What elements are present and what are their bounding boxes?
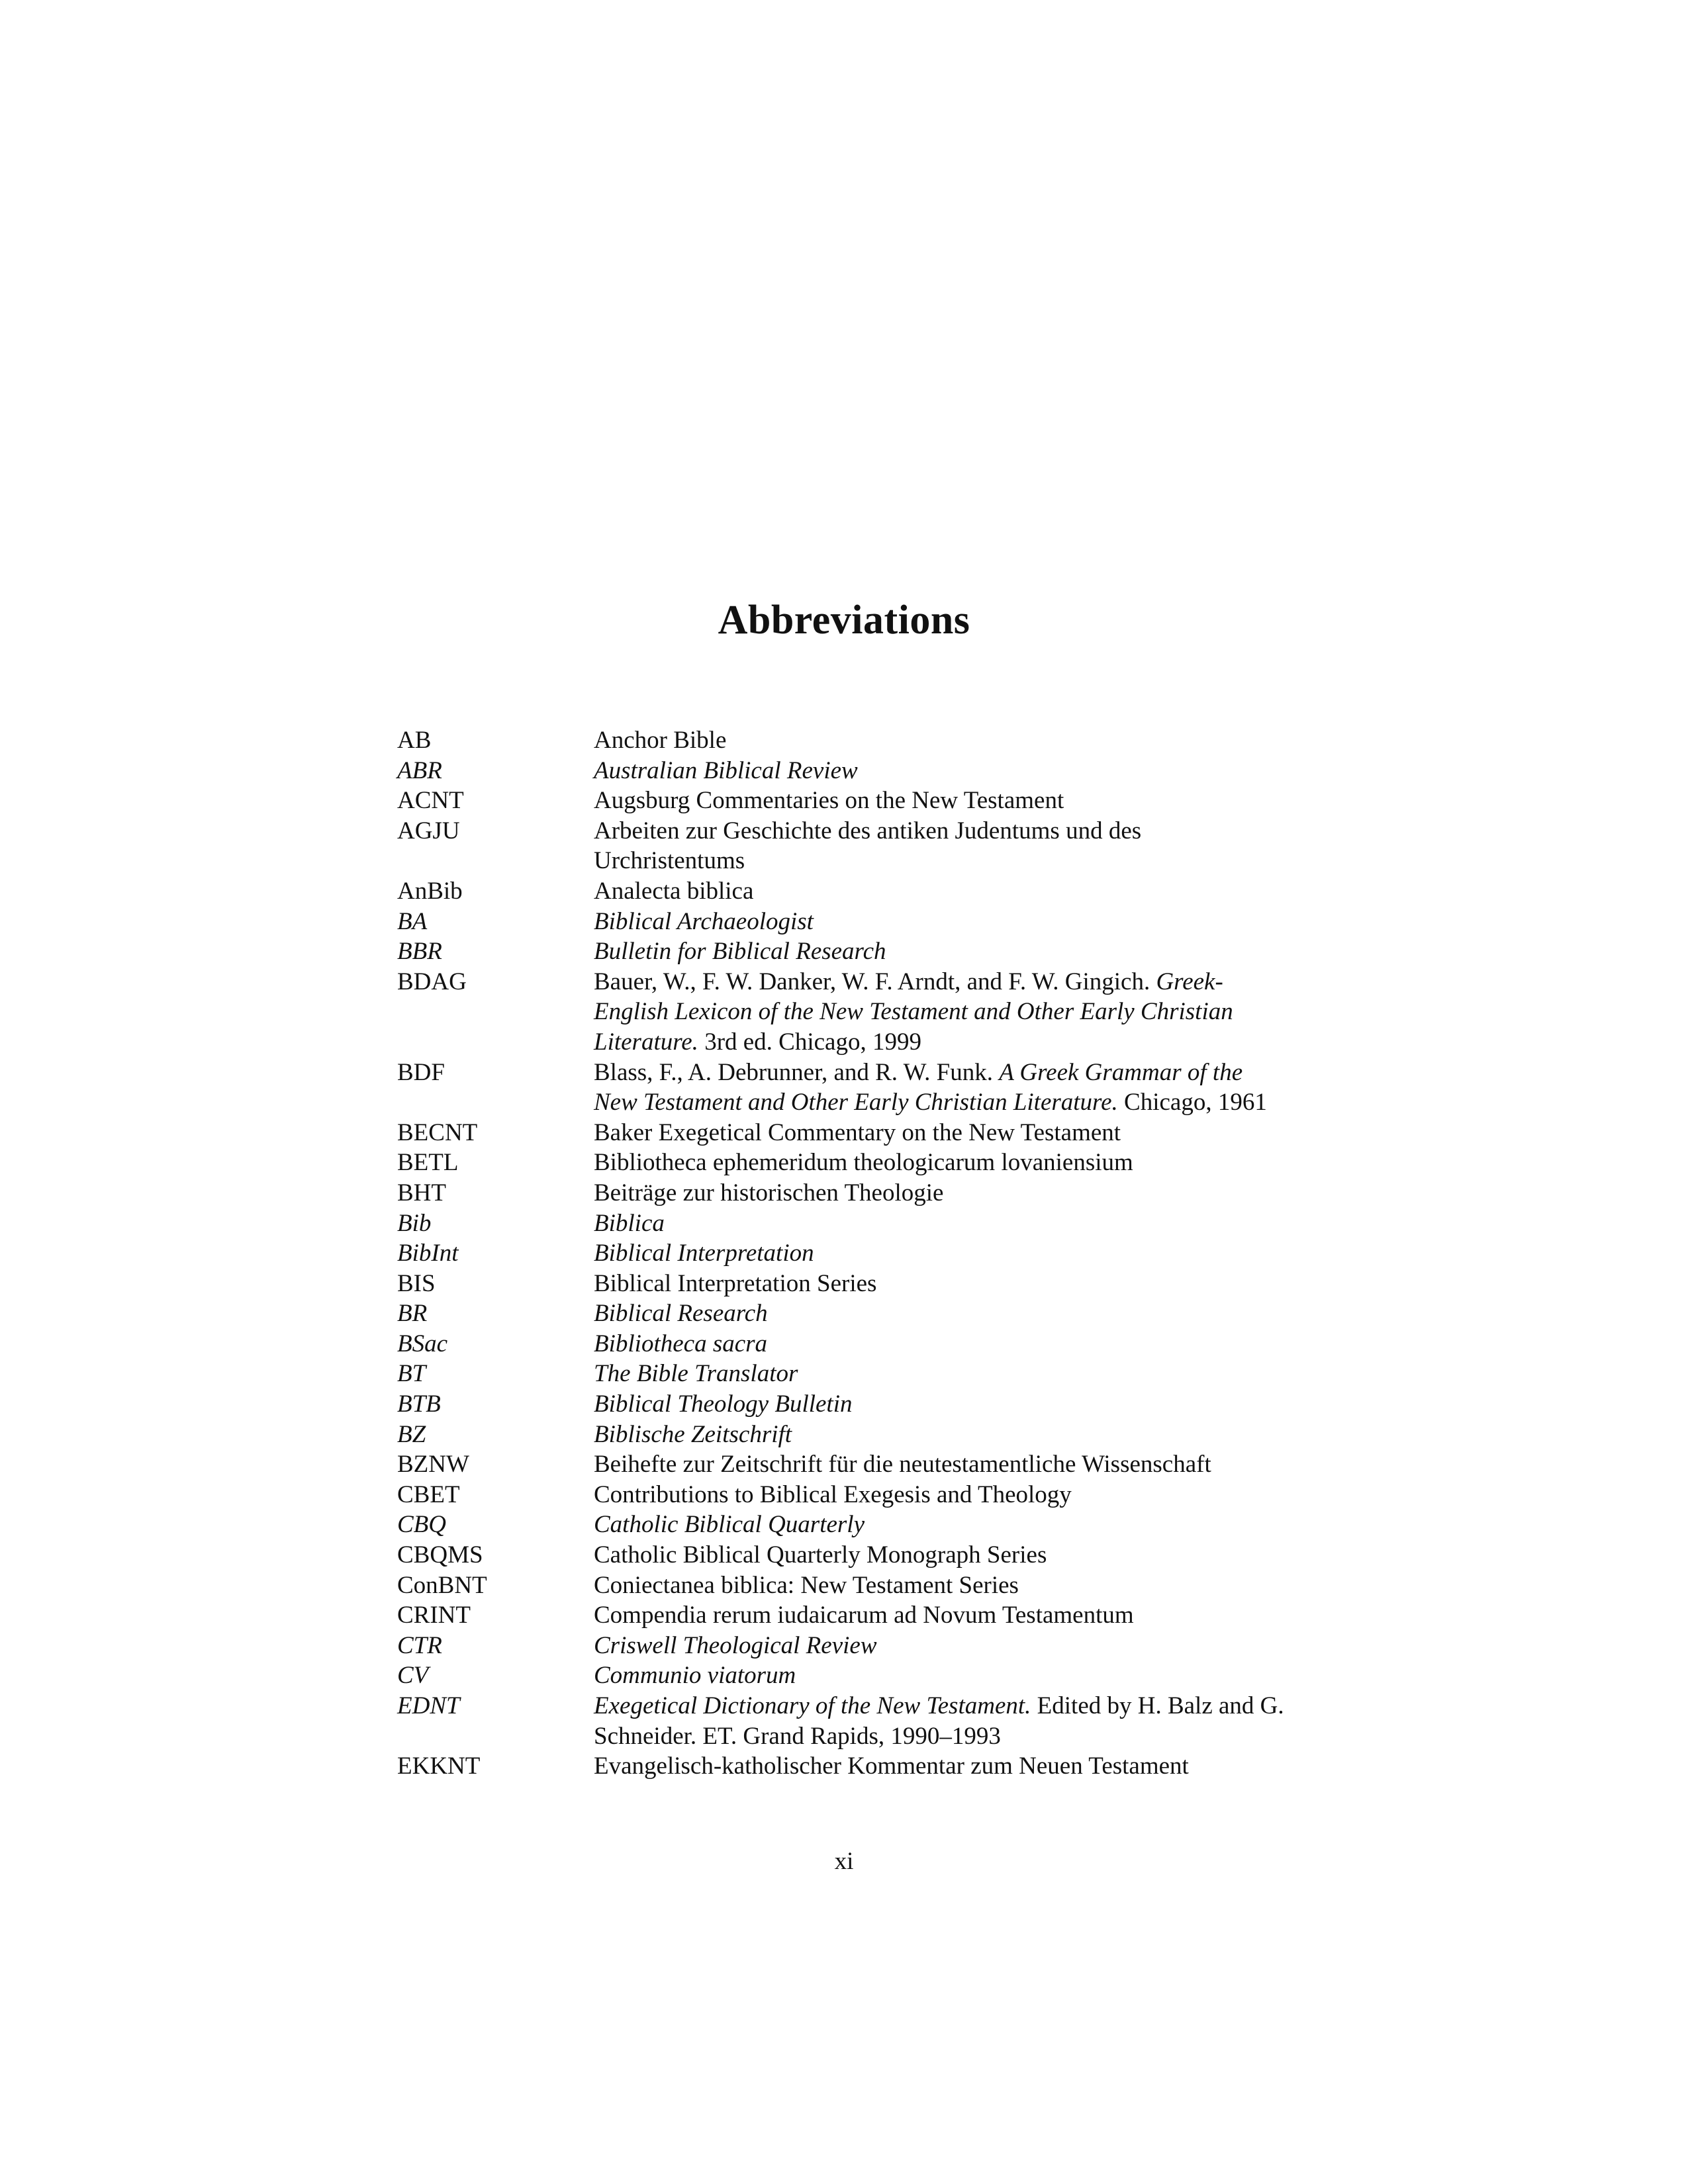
abbreviation-expansion	[594, 725, 1284, 756]
expansion-text: Biblical Archaeologist	[594, 907, 814, 935]
abbreviation-expansion	[594, 1359, 1284, 1389]
abbreviation-entry	[397, 1691, 1284, 1751]
abbreviation-term: BETL	[397, 1149, 459, 1177]
expansion-text: Criswell Theological Review	[594, 1631, 877, 1659]
abbreviation-entry	[397, 756, 1284, 786]
abbreviation-expansion	[594, 1148, 1284, 1178]
abbreviation-entry	[397, 1510, 1284, 1540]
abbreviation-entry	[397, 1238, 1284, 1269]
abbreviation-entry	[397, 1631, 1284, 1661]
abbreviation-term: ConBNT	[397, 1571, 487, 1599]
expansion-text: Contributions to Biblical Exegesis and Theology	[594, 1480, 1072, 1508]
abbreviation-term: BA	[397, 907, 428, 935]
abbreviation-expansion	[594, 1480, 1284, 1510]
abbreviation-term: CTR	[397, 1631, 442, 1659]
abbreviation-expansion	[594, 1449, 1284, 1480]
abbreviation-entry	[397, 1118, 1284, 1148]
expansion-text: Evangelisch-katholischer Kommentar zum Neuen Testament	[594, 1752, 1189, 1780]
abbreviation-entry	[397, 1359, 1284, 1389]
abbreviation-entry	[397, 1600, 1284, 1631]
abbreviation-term: EDNT	[397, 1692, 460, 1719]
abbreviation-term: ACNT	[397, 787, 464, 815]
abbreviation-entry	[397, 1298, 1284, 1329]
abbreviation-term: ABR	[397, 756, 442, 784]
expansion-text: Beiträge zur historischen Theologie	[594, 1179, 944, 1206]
abbreviation-expansion	[594, 1661, 1284, 1691]
abbreviation-expansion	[594, 1178, 1284, 1208]
expansion-text: Exegetical Dictionary of the New Testament.	[594, 1692, 1031, 1719]
abbreviation-entry	[397, 1269, 1284, 1299]
expansion-text: Bibliotheca sacra	[594, 1330, 768, 1357]
abbreviation-term: BIS	[397, 1269, 436, 1297]
expansion-text: A Greek Grammar of the New Testament and Other Early Christian Literature.	[594, 1058, 1243, 1116]
expansion-text: Arbeiten zur Geschichte des antiken Judentums und des Urchristentums	[594, 817, 1142, 875]
abbreviation-term: BT	[397, 1360, 426, 1388]
abbreviation-term: CV	[397, 1662, 429, 1690]
abbreviation-term: BTB	[397, 1390, 441, 1418]
expansion-text: Catholic Biblical Quarterly	[594, 1511, 865, 1539]
expansion-text: Biblical Theology Bulletin	[594, 1390, 853, 1418]
abbreviation-entry	[397, 1329, 1284, 1359]
abbreviation-entry	[397, 1480, 1284, 1510]
expansion-text: Anchor Bible	[594, 727, 727, 754]
abbreviation-expansion	[594, 1631, 1284, 1661]
abbreviation-expansion	[594, 1600, 1284, 1631]
abbreviation-entry	[397, 1420, 1284, 1450]
abbreviation-entry	[397, 816, 1284, 876]
abbreviation-term: CRINT	[397, 1602, 471, 1629]
expansion-text: Catholic Biblical Quarterly Monograph Series	[594, 1541, 1047, 1569]
abbreviation-entry	[397, 1540, 1284, 1570]
abbreviation-expansion	[594, 907, 1284, 937]
abbreviation-expansion	[594, 876, 1284, 907]
abbreviation-entry	[397, 1208, 1284, 1239]
abbreviation-expansion	[594, 1420, 1284, 1450]
expansion-text: Greek-English Lexicon of the New Testament and Other Early Christian Literature.	[594, 968, 1233, 1056]
abbreviation-term: BBR	[397, 938, 442, 966]
abbreviation-expansion	[594, 1751, 1284, 1782]
expansion-text: Biblica	[594, 1209, 665, 1237]
abbreviation-term: CBQMS	[397, 1541, 483, 1569]
abbreviation-term: AB	[397, 727, 432, 754]
expansion-text: Bauer, W., F. W. Danker, W. F. Arndt, and F. W. Gingich.	[594, 968, 1156, 995]
expansion-text: Baker Exegetical Commentary on the New Testament	[594, 1118, 1121, 1146]
expansion-text: Blass, F., A. Debrunner, and R. W. Funk.	[594, 1058, 1000, 1086]
abbreviation-term: BDF	[397, 1058, 445, 1086]
abbreviation-expansion	[594, 1208, 1284, 1239]
expansion-text: The Bible Translator	[594, 1360, 798, 1388]
abbreviation-expansion	[594, 936, 1284, 967]
abbreviation-entry	[397, 1449, 1284, 1480]
abbreviation-entry	[397, 1751, 1284, 1782]
abbreviation-term: BZ	[397, 1420, 426, 1448]
expansion-text: Chicago, 1961	[1117, 1089, 1267, 1116]
abbreviation-expansion	[594, 1118, 1284, 1148]
abbreviation-entry	[397, 725, 1284, 756]
expansion-text: Biblical Interpretation Series	[594, 1269, 877, 1297]
abbreviation-expansion	[594, 1269, 1284, 1299]
abbreviation-expansion	[594, 1329, 1284, 1359]
abbreviation-entry	[397, 967, 1284, 1058]
abbreviation-expansion	[594, 1298, 1284, 1329]
abbreviation-term: CBET	[397, 1480, 460, 1508]
page-number: xi	[834, 1848, 854, 1875]
abbreviation-entry	[397, 786, 1284, 816]
abbreviation-entry	[397, 907, 1284, 937]
abbreviation-expansion	[594, 1570, 1284, 1601]
abbreviation-expansion	[594, 1510, 1284, 1540]
abbreviation-expansion	[594, 1058, 1284, 1118]
expansion-text: Bibliotheca ephemeridum theologicarum lovaniensium	[594, 1149, 1133, 1177]
expansion-text: Biblische Zeitschrift	[594, 1420, 792, 1448]
expansion-text: Augsburg Commentaries on the New Testament	[594, 787, 1064, 815]
abbreviation-expansion	[594, 1691, 1284, 1751]
abbreviation-entry	[397, 1570, 1284, 1601]
abbreviation-entry	[397, 1178, 1284, 1208]
abbreviation-expansion	[594, 756, 1284, 786]
expansion-text: Edited by H. Balz and G. Schneider. ET. Grand Rapids, 1990–1993	[594, 1692, 1284, 1750]
abbreviation-term: BZNW	[397, 1451, 469, 1479]
abbreviation-expansion	[594, 1540, 1284, 1570]
page-title: Abbreviations	[718, 597, 970, 643]
abbreviation-term: BibInt	[397, 1240, 459, 1267]
expansion-text: Analecta biblica	[594, 877, 754, 905]
abbreviation-term: BHT	[397, 1179, 446, 1206]
expansion-text: Bulletin for Biblical Research	[594, 938, 886, 966]
abbreviation-term: BSac	[397, 1330, 448, 1357]
abbreviation-expansion	[594, 1238, 1284, 1269]
expansion-text: Beihefte zur Zeitschrift für die neutestamentliche Wissenschaft	[594, 1451, 1211, 1479]
abbreviation-entry	[397, 1389, 1284, 1420]
abbreviation-entry	[397, 1661, 1284, 1691]
expansion-text: Coniectanea biblica: New Testament Series	[594, 1571, 1019, 1599]
abbreviation-expansion	[594, 967, 1284, 1058]
abbreviation-entry	[397, 1058, 1284, 1118]
abbreviation-term: Bib	[397, 1209, 432, 1237]
abbreviation-expansion	[594, 1389, 1284, 1420]
abbreviation-term: AnBib	[397, 877, 463, 905]
abbreviation-term: BECNT	[397, 1118, 478, 1146]
abbreviation-term: EKKNT	[397, 1752, 481, 1780]
expansion-text: Communio viatorum	[594, 1662, 796, 1690]
abbreviation-entry	[397, 936, 1284, 967]
abbreviations-list	[397, 725, 1284, 1782]
abbreviation-term: CBQ	[397, 1511, 446, 1539]
expansion-text: 3rd ed. Chicago, 1999	[698, 1028, 921, 1056]
expansion-text: Biblical Research	[594, 1300, 768, 1328]
abbreviation-term: BR	[397, 1300, 428, 1328]
expansion-text: Compendia rerum iudaicarum ad Novum Testamentum	[594, 1602, 1134, 1629]
abbreviation-expansion	[594, 786, 1284, 816]
expansion-text: Australian Biblical Review	[594, 756, 858, 784]
abbreviation-entry	[397, 1148, 1284, 1178]
abbreviation-entry	[397, 876, 1284, 907]
expansion-text: Biblical Interpretation	[594, 1240, 814, 1267]
abbreviation-term: BDAG	[397, 968, 467, 995]
abbreviation-term: AGJU	[397, 817, 460, 844]
abbreviation-expansion	[594, 816, 1284, 876]
